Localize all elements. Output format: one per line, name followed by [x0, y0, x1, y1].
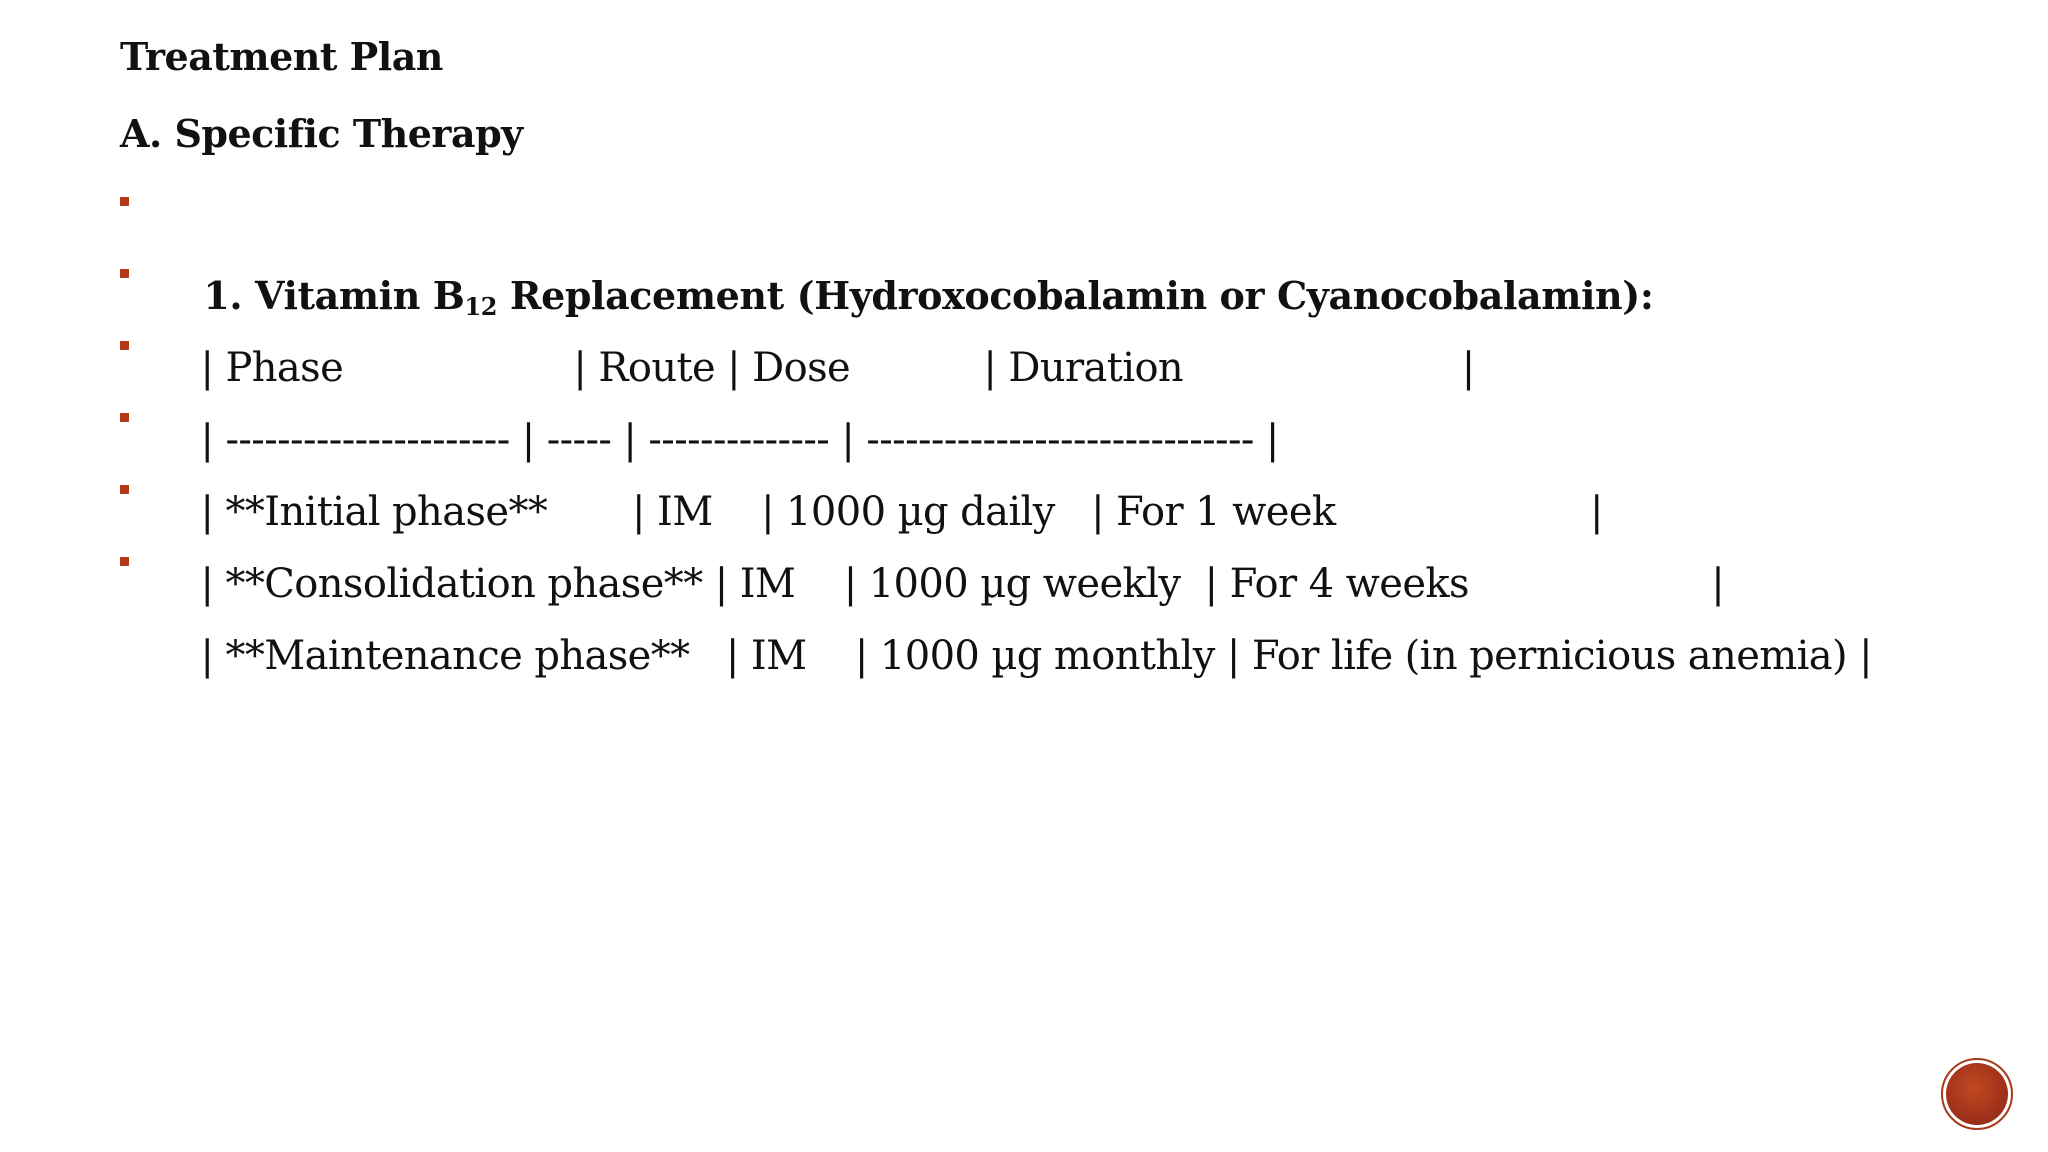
bullet-text: | Phase | Route | Dose | Duration | — [200, 345, 1475, 391]
slide-nav-button[interactable] — [1941, 1058, 2013, 1130]
bullet-square-icon — [120, 269, 129, 278]
bullet-list — [118, 186, 1873, 679]
bullet-item-initial-phase — [118, 402, 1872, 535]
bullet-square-icon — [120, 557, 129, 566]
bullet-item-table-header — [118, 258, 1872, 391]
bullet-square-icon — [120, 485, 129, 494]
bullet-square-icon — [120, 341, 129, 350]
slide-subtitle: A. Specific Therapy — [120, 111, 523, 156]
bullet-item-maintenance-phase — [118, 546, 1873, 679]
bullet-text: | **Initial phase** | IM | 1000 µg daily | For 1 week | — [200, 489, 1603, 535]
heading-subscript: 12 — [464, 292, 498, 321]
slide-title: Treatment Plan — [120, 34, 443, 79]
bullet-square-icon — [120, 413, 129, 422]
bullet-text: | **Maintenance phase** | IM | 1000 µg monthly | For life (in pernicious anemia) | — [200, 633, 1873, 679]
circle-nav-icon — [1946, 1063, 2008, 1125]
bullet-square-icon — [120, 197, 129, 206]
bullet-text: | **Consolidation phase** | IM | 1000 µg weekly | For 4 weeks | — [200, 561, 1725, 607]
bullet-text: | ---------------------- | ----- | -------------- | ------------------------------ | — [200, 417, 1279, 463]
bullet-item-vitamin-heading — [118, 186, 1872, 321]
heading-text-pre: 1. Vitamin B — [203, 273, 465, 318]
bullet-item-table-separator — [118, 330, 1872, 463]
heading-text-post: Replacement (Hydroxocobalamin or Cyanocobalamin): — [497, 273, 1654, 318]
bullet-item-consolidation-phase — [118, 474, 1872, 607]
